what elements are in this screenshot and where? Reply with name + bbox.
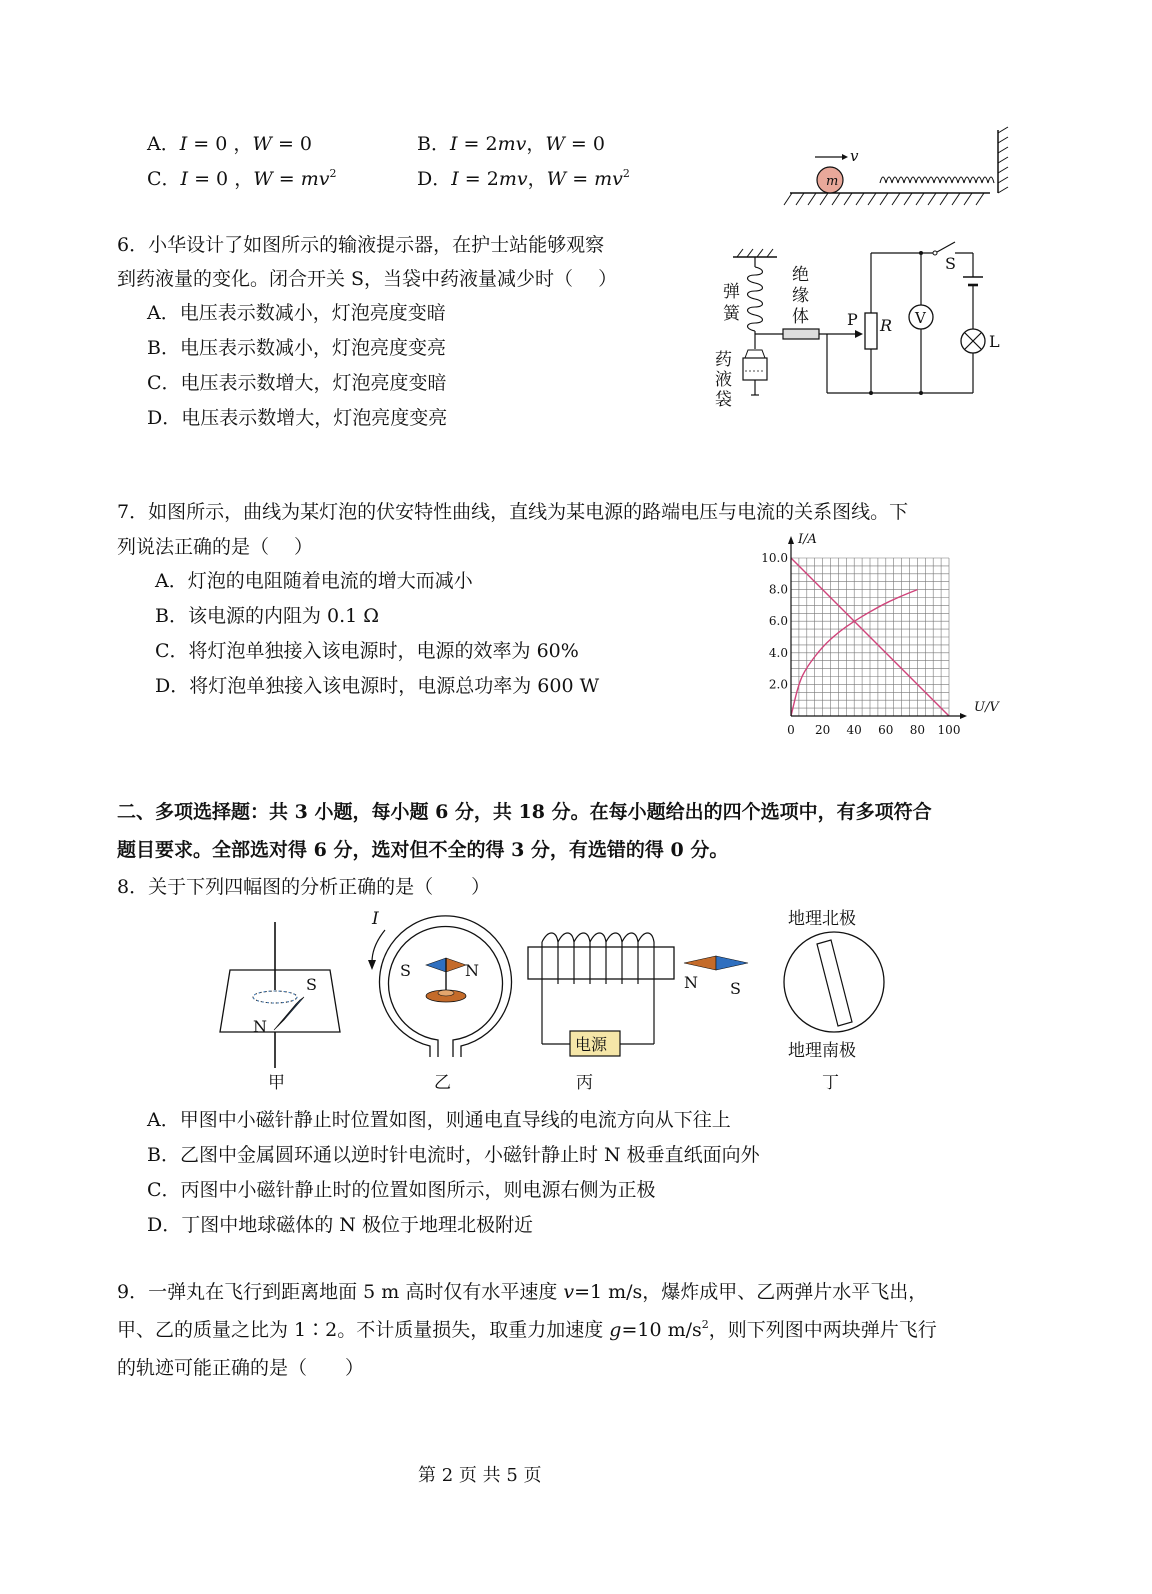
q6-bag-label-1: 药 [715,350,732,370]
q8-option-d: D．丁图中地球磁体的 N 极位于地理北极附近 [147,1214,533,1236]
q8-figure-bing [528,933,748,1093]
q6-stem-1: 6．小华设计了如图所示的输液提示器，在护士站能够观察 [117,234,605,256]
x-tick-label: 20 [814,723,831,737]
q6-spring-label-2: 簧 [723,304,740,324]
q7-stem-2: 列说法正确的是（ ） [117,536,314,558]
x-tick-label: 40 [846,723,862,737]
q7-x-axis-label: U/V [974,700,999,715]
y-tick-label: 2.0 [768,677,788,692]
q8-bing-label: 丙 [576,1073,593,1093]
q7-stem-1: 7．如图所示，曲线为某灯泡的伏安特性曲线，直线为某电源的路端电压与电流的关系图线。下 [117,501,909,523]
x-tick-label: 100 [937,723,961,737]
x-tick-label: 80 [909,723,926,737]
q6-insulator-label-1: 绝 [792,265,809,285]
q5-velocity-label: v [850,147,859,165]
q6-stem-2: 到药液量的变化。闭合开关 S，当袋中药液量减少时（ ） [117,268,618,290]
q7-iv-chart [750,530,1010,737]
q8-figure-yi [368,909,511,1093]
q6-bag-label-2: 液 [715,370,732,390]
q5-ball-spring-figure [770,125,1010,215]
q8-four-figures [200,900,920,1100]
q6-bag-label-3: 袋 [715,390,732,410]
q7-option-c: C．将灯泡单独接入该电源时，电源的效率为 60% [155,640,579,662]
q8-yi-S-label: S [400,961,411,980]
q8-ding-north-label: 地理北极 [788,909,856,929]
x-tick-label: 0 [787,723,795,737]
q6-spring-label-1: 弹 [723,282,740,302]
q8-option-c: C．丙图中小磁针静止时的位置如图所示，则电源右侧为正极 [147,1179,656,1201]
q8-option-b: B．乙图中金属圆环通以逆时针电流时，小磁针静止时 N 极垂直纸面向外 [147,1144,760,1166]
q6-P-label: P [847,310,858,329]
q7-option-d: D．将灯泡单独接入该电源时，电源总功率为 600 W [155,675,600,697]
y-tick-label: 6.0 [768,614,788,629]
x-tick-label: 60 [878,723,894,737]
q6-option-d: D．电压表示数增大，灯泡亮度变亮 [147,407,448,429]
q9-stem-1: 9．一弹丸在飞行到距离地面 5 m 高时仅有水平速度 v=1 m/s，爆炸成甲、乙两弹片水平飞出， [117,1281,928,1303]
q8-jia-N-label: N [253,1017,267,1036]
q8-figure-jia [220,922,340,1093]
q8-option-a: A．甲图中小磁针静止时位置如图，则通电直导线的电流方向从下往上 [147,1109,731,1131]
q6-circuit-figure [715,225,1015,415]
q5-mass-label: m [826,174,839,189]
q6-option-a: A．电压表示数减小，灯泡亮度变暗 [147,302,446,324]
q8-ding-south-label: 地理南极 [788,1041,856,1061]
q5-option-b: B．I = 2mv，W = 0 [417,133,605,155]
q6-option-c: C．电压表示数增大，灯泡亮度变暗 [147,372,447,394]
q5-option-a: A．I = 0 ，W = 0 [147,133,313,155]
y-tick-label: 4.0 [768,645,788,660]
q8-ding-label: 丁 [822,1073,839,1093]
q7-option-a: A．灯泡的电阻随着电流的增大而减小 [155,570,473,592]
y-tick-label: 10.0 [761,551,788,565]
q9-stem-3: 的轨迹可能正确的是（ ） [117,1357,365,1379]
q7-option-b: B．该电源的内阻为 0.1 Ω [155,605,380,627]
q8-figure-ding [784,909,884,1093]
q8-bing-N-label: N [684,973,698,992]
q6-insulator-label-2: 缘 [792,286,809,306]
q6-R-label: R [880,316,893,335]
q8-bing-source-label: 电源 [575,1035,608,1054]
q6-V-label: V [915,309,926,327]
q6-insulator-label-3: 体 [792,307,809,327]
page-footer: 第 2 页 共 5 页 [418,1465,542,1486]
q6-option-b: B．电压表示数减小，灯泡亮度变亮 [147,337,446,359]
q7-y-axis-label: I/A [798,532,817,547]
q5-option-c: C．I = 0 ，$W = mv^2$ [147,167,337,190]
q8-jia-label: 甲 [268,1073,285,1093]
q8-jia-S-label: S [306,975,317,994]
section2-heading-1: 二、多项选择题：共 3 小题，每小题 6 分，共 18 分。在每小题给出的四个选项中，有多项符合 [117,801,932,823]
q8-yi-label: 乙 [434,1073,451,1093]
y-tick-label: 8.0 [768,582,788,597]
q6-S-label: S [945,254,956,273]
q8-yi-I-label: I [372,909,379,929]
q8-yi-N-label: N [465,961,479,980]
q6-L-label: L [989,332,1000,351]
q8-stem: 8．关于下列四幅图的分析正确的是（ ） [117,876,491,898]
q9-stem-2: 甲、乙的质量之比为 1∶2。不计质量损失，取重力加速度 g=10 $m/s^2$，则下列图中两块弹片飞行 [117,1318,937,1341]
q5-option-d: D．I = 2mv，$W = mv^2$ [417,167,630,190]
section2-heading-2: 题目要求。全部选对得 6 分，选对但不全的得 3 分，有选错的得 0 分。 [117,839,729,861]
q8-bing-S-label: S [730,979,741,998]
